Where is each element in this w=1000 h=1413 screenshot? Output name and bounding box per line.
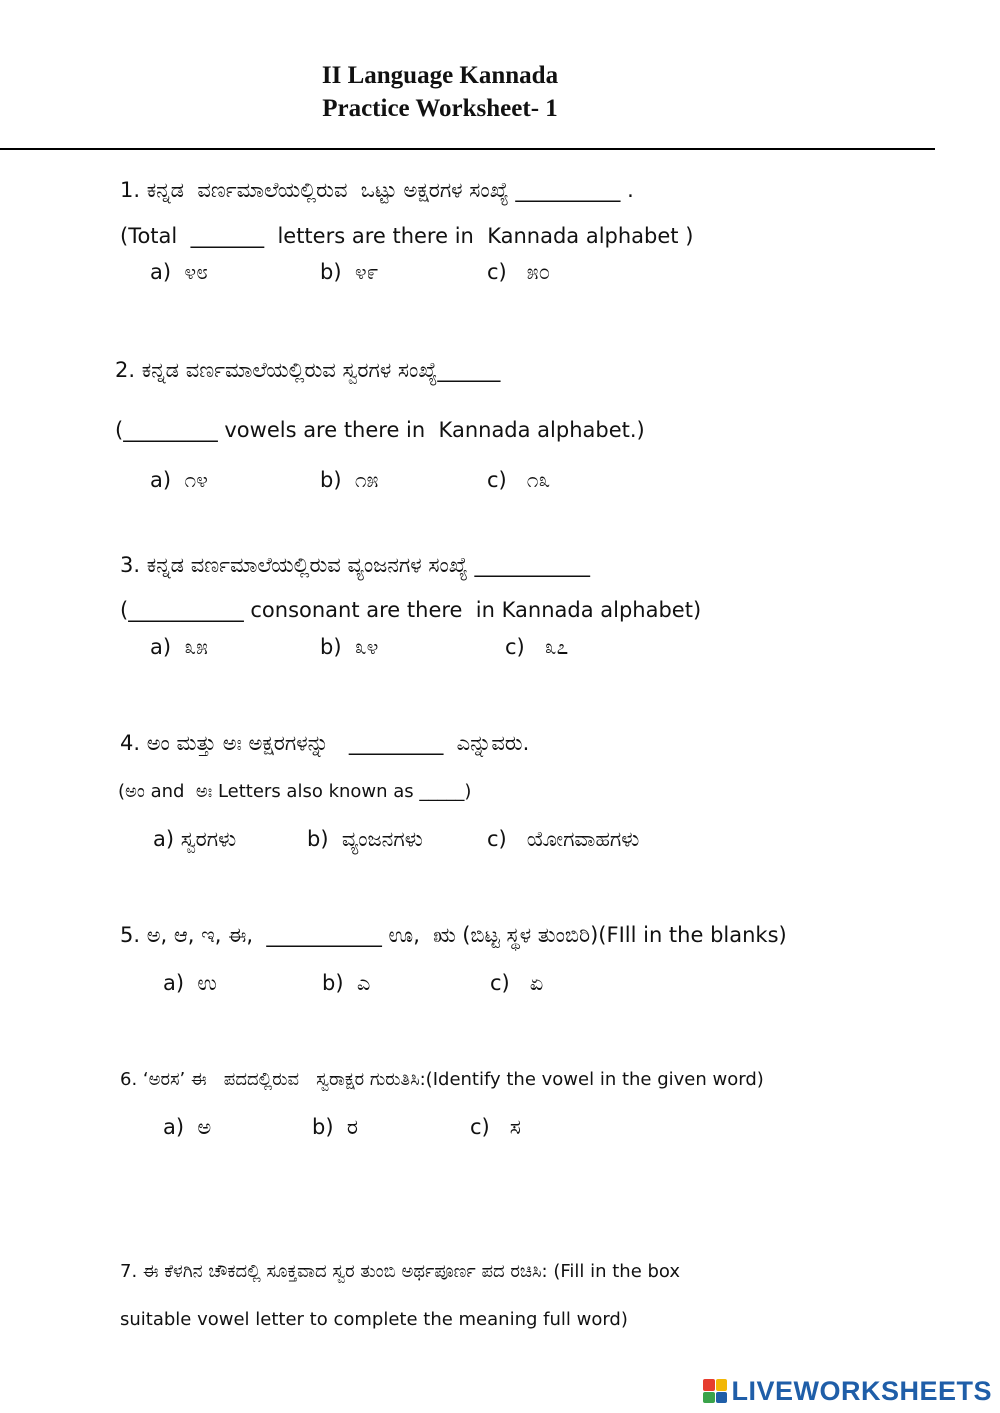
question-1-kannada: 1. ಕನ್ನಡ ವರ್ಣಮಾಲೆಯಲ್ಲಿರುವ ಒಟ್ಟು ಅಕ್ಷರಗಳ ಸಂಖ್ಯೆ __________ . — [120, 178, 634, 202]
question-6-text: 6. ‘ಅರಸ’ ಈ ಪದದಲ್ಲಿರುವ ಸ್ವರಾಕ್ಷರ ಗುರುತಿಸಿ:(Identify the vowel in the given word) — [120, 1069, 764, 1090]
question-5-kannada: 5. ಅ, ಆ, ಇ, ಈ, ___________ ಊ, ಋ (ಬಿಟ್ಟ ಸ್ಥಳ ತುಂಬಿರಿ)(FIll in the blanks) — [120, 923, 787, 947]
question-1-option-c[interactable]: c) ೫೦ — [487, 260, 551, 284]
question-3-option-b[interactable]: b) ೩೪ — [320, 635, 379, 659]
question-3-kannada: 3. ಕನ್ನಡ ವರ್ಣಮಾಲೆಯಲ್ಲಿರುವ ವ್ಯಂಜನಗಳ ಸಂಖ್ಯೆ ___________ — [120, 553, 591, 577]
logo-square-blue — [716, 1392, 728, 1404]
question-1-english: (Total _______ letters are there in Kannada alphabet ) — [120, 224, 694, 248]
logo-square-yellow — [716, 1379, 728, 1391]
question-2-option-a[interactable]: a) ೧೪ — [150, 468, 208, 492]
header-divider — [0, 148, 935, 150]
question-3-option-c[interactable]: c) ೩೭ — [505, 635, 569, 659]
question-4-english: (ಅಂ and ಅಃ Letters also known as _____) — [118, 781, 472, 802]
question-2-kannada: 2. ಕನ್ನಡ ವರ್ಣಮಾಲೆಯಲ್ಲಿರುವ ಸ್ವರಗಳ ಸಂಖ್ಯೆ______ — [115, 358, 501, 382]
question-1-option-a[interactable]: a) ೪೮ — [150, 260, 208, 284]
question-4-option-b[interactable]: b) ವ್ಯಂಜನಗಳು — [307, 827, 423, 851]
question-3-english: (___________ consonant are there in Kannada alphabet) — [120, 598, 702, 622]
question-5-option-c[interactable]: c) ಏ — [490, 971, 544, 995]
question-6-option-a[interactable]: a) ಅ — [163, 1115, 212, 1139]
logo-square-red — [703, 1379, 715, 1391]
question-3-option-a[interactable]: a) ೩೫ — [150, 635, 208, 659]
question-1-option-b[interactable]: b) ೪೯ — [320, 260, 379, 284]
liveworksheets-logo[interactable] — [703, 1376, 992, 1406]
question-6-option-b[interactable]: b) ರ — [312, 1115, 358, 1139]
question-4-kannada: 4. ಅಂ ಮತ್ತು ಅಃ ಅಕ್ಷರಗಳನ್ನು _________ ಎನ್ನುವರು. — [120, 731, 530, 755]
liveworksheets-brand-text: LIVEWORKSHEETS — [731, 1375, 992, 1406]
question-5-option-b[interactable]: b) ಎ — [322, 971, 371, 995]
question-7-text: 7. ಈ ಕೆಳಗಿನ ಚೌಕದಲ್ಲಿ ಸೂಕ್ತವಾದ ಸ್ವರ ತುಂಬಿ ಅರ್ಥಪೂರ್ಣ ಪದ ರಚಿಸಿ: (Fill in the box — [120, 1261, 681, 1282]
question-4-option-a[interactable]: a) ಸ್ವರಗಳು — [153, 827, 237, 851]
logo-square-green — [703, 1392, 715, 1404]
liveworksheets-logo-icon — [703, 1379, 727, 1403]
question-2-english: (_________ vowels are there in Kannada alphabet.) — [115, 418, 645, 442]
title-line-2: Practice Worksheet- 1 — [322, 95, 558, 122]
question-7-text-continued: suitable vowel letter to complete the meaning full word) — [120, 1309, 628, 1330]
title-line-1: II Language Kannada — [321, 62, 559, 89]
question-2-option-b[interactable]: b) ೧೫ — [320, 468, 379, 492]
question-2-option-c[interactable]: c) ೧೩ — [487, 468, 551, 492]
question-5-option-a[interactable]: a) ಉ — [163, 971, 217, 995]
question-4-option-c[interactable]: c) ಯೋಗವಾಹಗಳು — [487, 827, 640, 851]
question-6-option-c[interactable]: c) ಸ — [470, 1115, 521, 1139]
